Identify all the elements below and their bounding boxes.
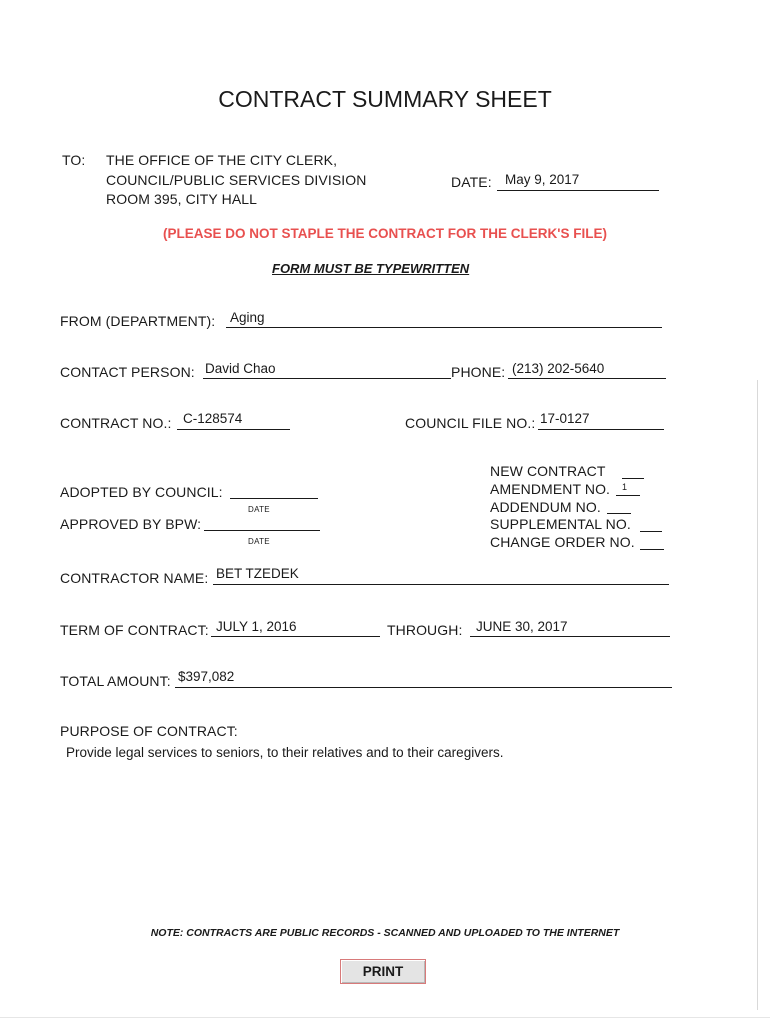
date-underline bbox=[497, 190, 659, 191]
from-department-label: FROM (DEPARTMENT): bbox=[60, 313, 216, 329]
to-address-line-2: COUNCIL/PUBLIC SERVICES DIVISION bbox=[106, 172, 367, 188]
date-value[interactable]: May 9, 2017 bbox=[505, 172, 580, 187]
council-file-no-label: COUNCIL FILE NO.: bbox=[405, 415, 536, 431]
contract-no-label: CONTRACT NO.: bbox=[60, 415, 172, 431]
term-of-contract-label: TERM OF CONTRACT: bbox=[60, 622, 209, 638]
to-label: TO: bbox=[62, 152, 86, 168]
contract-no-underline bbox=[177, 429, 290, 430]
through-label: THROUGH: bbox=[387, 622, 463, 638]
new-contract-label: NEW CONTRACT bbox=[490, 463, 606, 479]
supplemental-no-blank[interactable] bbox=[640, 531, 662, 532]
contact-person-underline bbox=[203, 378, 451, 379]
scan-edge-bottom bbox=[0, 1017, 770, 1018]
contractor-name-value[interactable]: BET TZEDEK bbox=[216, 566, 299, 581]
contractor-name-label: CONTRACTOR NAME: bbox=[60, 570, 209, 586]
contact-person-value[interactable]: David Chao bbox=[205, 361, 276, 376]
to-address-line-3: ROOM 395, CITY HALL bbox=[106, 191, 258, 207]
contact-person-label: CONTACT PERSON: bbox=[60, 364, 195, 380]
print-button[interactable] bbox=[340, 959, 426, 984]
public-records-note: NOTE: CONTRACTS ARE PUBLIC RECORDS - SCANNED AND UPLOADED TO THE INTERNET bbox=[150, 927, 620, 939]
term-end-value[interactable]: JUNE 30, 2017 bbox=[476, 619, 568, 634]
page-title: CONTRACT SUMMARY SHEET bbox=[218, 86, 552, 112]
phone-label: PHONE: bbox=[451, 364, 506, 380]
phone-underline bbox=[508, 378, 666, 379]
change-order-no-label: CHANGE ORDER NO. bbox=[490, 534, 635, 550]
total-amount-label: TOTAL AMOUNT: bbox=[60, 673, 171, 689]
approved-by-bpw-label: APPROVED BY BPW: bbox=[60, 516, 202, 532]
term-end-underline bbox=[470, 636, 670, 637]
date-label: DATE: bbox=[451, 174, 492, 190]
from-department-value[interactable]: Aging bbox=[230, 310, 265, 325]
purpose-of-contract-text[interactable]: Provide legal services to seniors, to their relatives and to their caregivers. bbox=[66, 745, 504, 760]
total-amount-underline bbox=[175, 687, 672, 688]
supplemental-no-label: SUPPLEMENTAL NO. bbox=[490, 516, 631, 532]
approved-by-bpw-underline[interactable] bbox=[204, 530, 320, 531]
addendum-no-blank[interactable] bbox=[607, 513, 631, 514]
contract-no-value[interactable]: C-128574 bbox=[183, 411, 243, 426]
approved-date-caption: DATE bbox=[248, 537, 270, 546]
print-button-label: PRINT bbox=[362, 964, 404, 979]
adopted-by-council-underline[interactable] bbox=[230, 498, 318, 499]
from-department-underline bbox=[226, 327, 662, 328]
to-address-line-1: THE OFFICE OF THE CITY CLERK, bbox=[106, 152, 338, 168]
amendment-no-blank[interactable] bbox=[616, 495, 640, 496]
addendum-no-label: ADDENDUM NO. bbox=[490, 499, 601, 515]
council-file-no-value[interactable]: 17-0127 bbox=[540, 411, 590, 426]
amendment-no-value: 1 bbox=[622, 482, 628, 492]
council-file-no-underline bbox=[538, 429, 664, 430]
typewritten-notice: FORM MUST BE TYPEWRITTEN bbox=[272, 261, 470, 276]
phone-value[interactable]: (213) 202-5640 bbox=[512, 361, 605, 376]
term-start-value[interactable]: JULY 1, 2016 bbox=[216, 619, 297, 634]
adopted-date-caption: DATE bbox=[248, 505, 270, 514]
new-contract-blank[interactable] bbox=[622, 478, 644, 479]
amendment-no-label: AMENDMENT NO. bbox=[490, 481, 611, 497]
purpose-of-contract-label: PURPOSE OF CONTRACT: bbox=[60, 723, 238, 739]
adopted-by-council-label: ADOPTED BY COUNCIL: bbox=[60, 484, 223, 500]
term-start-underline bbox=[211, 636, 380, 637]
staple-notice: (PLEASE DO NOT STAPLE THE CONTRACT FOR THE CLERK'S FILE) bbox=[163, 226, 607, 241]
scan-edge-right bbox=[757, 380, 758, 1010]
contractor-name-underline bbox=[213, 584, 669, 585]
total-amount-value[interactable]: $397,082 bbox=[178, 669, 235, 684]
change-order-no-blank[interactable] bbox=[640, 549, 664, 550]
